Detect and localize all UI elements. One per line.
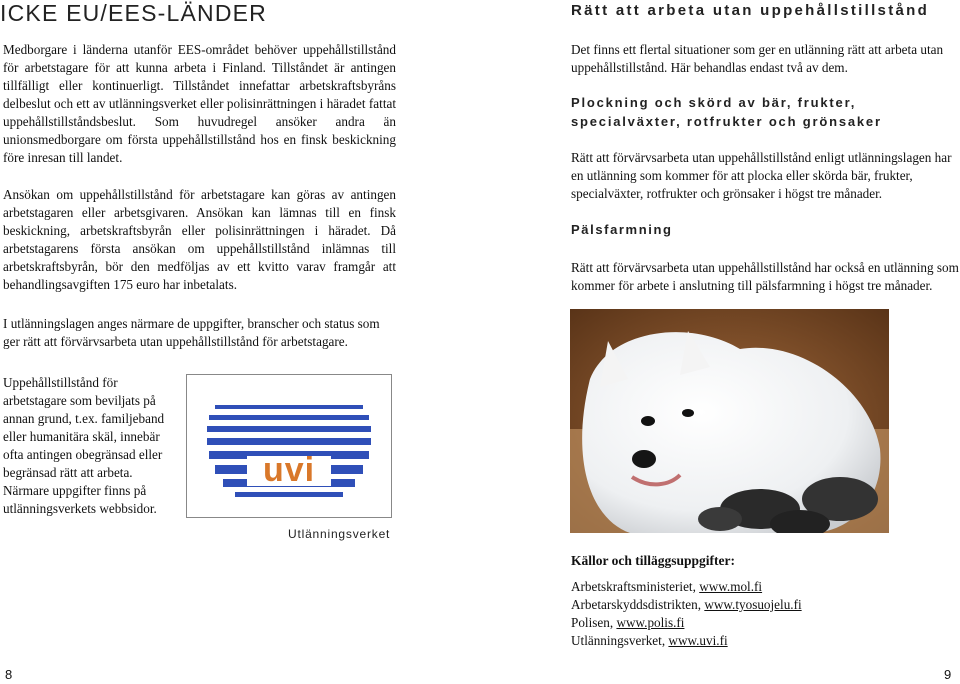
fur-farming-paragraph: Rätt att förvärvsarbeta utan uppehållstillstånd har också en utlänning som kommer för arbete i anslutning till pälsfarmning i högst tre månader. [571,260,959,293]
source-item: Arbetarskyddsdistrikten, www.tyosuojelu.fi [571,597,802,612]
situations-paragraph: Det finns ett flertal situationer som ger en utlänning rätt att arbeta utan uppehållstillstånd. Här behandlas endast två av dem. [571,42,944,75]
source-link-tyosuojelu[interactable]: www.tyosuojelu.fi [704,597,802,612]
fox-photo-graphic [570,309,889,533]
law-paragraph: I utlänningslagen anges närmare de uppgifter, branscher och status som ger rätt att förvärvsarbeta utan uppehållstillstånd för arbetstagare. [3,316,380,349]
subheading-fur-farming: Pälsfarmning [571,222,673,237]
logo-caption: Utlänningsverket [288,527,391,541]
page-number-right: 9 [944,667,952,682]
subheading-berries: Plockning och skörd av bär, frukter, specialväxter, rotfrukter och grönsaker [571,95,882,129]
source-link-uvi[interactable]: www.uvi.fi [668,633,728,648]
uvi-logo [186,374,392,518]
source-item: Arbetskraftsministeriet, www.mol.fi [571,579,763,594]
sources-list [571,578,802,650]
other-grounds-paragraph: Uppehållstillstånd för arbetstagare som beviljats på annan grund, t.ex. familjeband eller humanitära skäl, innebär ofta antingen obegränsad eller begränsad rätt att arbeta. Närmare uppgifter finns på utlänningsverkets webbsidor. [3,375,165,516]
intro-paragraph: Medborgare i länderna utanför EES-området behöver uppehållstillstånd för arbetstagare för att kunna arbeta i Finland. Tillståndet är antingen tillfälligt eller kontinuerligt. Tillståndet innefattar arbetskraftsbyråns delbeslut och ett av utlänningsverket eller polisinrättningen i häradet fattat uppehållstillståndsbeslut. Som huvudregel ansöker andra än unionsmedborgare om första uppehållstillstånd hos en finsk beskickning före inresan till landet. [3,42,396,165]
application-paragraph: Ansökan om uppehållstillstånd för arbetstagare kan göras av antingen arbetstagaren eller arbetsgivaren. Ansökan kan lämnas till en finsk beskickning, arbetskraftsbyrån eller polisinrättningen i häradet. Då arbetstagarens första ansökan om uppehållstillstånd inlämnas till arbetskraftsbyrån, bör den medföljas av ett kvitto varav framgår att behandlingsavgiften 175 euro har inbetalats. [3,187,396,292]
page-heading-right: Rätt att arbeta utan uppehållstillstånd [571,2,930,19]
source-item: Utlänningsverket, www.uvi.fi [571,633,728,648]
page-heading-left: ICKE EU/EES-LÄNDER [0,0,267,26]
source-link-mol[interactable]: www.mol.fi [699,579,763,594]
sources-title: Källor och tilläggsuppgifter: [571,553,735,568]
uvi-logo-graphic [187,375,391,517]
source-link-polis[interactable]: www.polis.fi [616,615,685,630]
logo-wordmark: uvi [262,451,316,489]
fox-photo [570,309,889,533]
source-item: Polisen, www.polis.fi [571,615,685,630]
page-number-left: 8 [5,667,13,682]
berries-paragraph: Rätt att förvärvsarbeta utan uppehållstillstånd enligt utlänningslagen har en utlänning som kommer för att plocka eller skörda bär, frukter, specialväxter, rotfrukter och grönsaker i högst tre månader. [571,150,952,201]
